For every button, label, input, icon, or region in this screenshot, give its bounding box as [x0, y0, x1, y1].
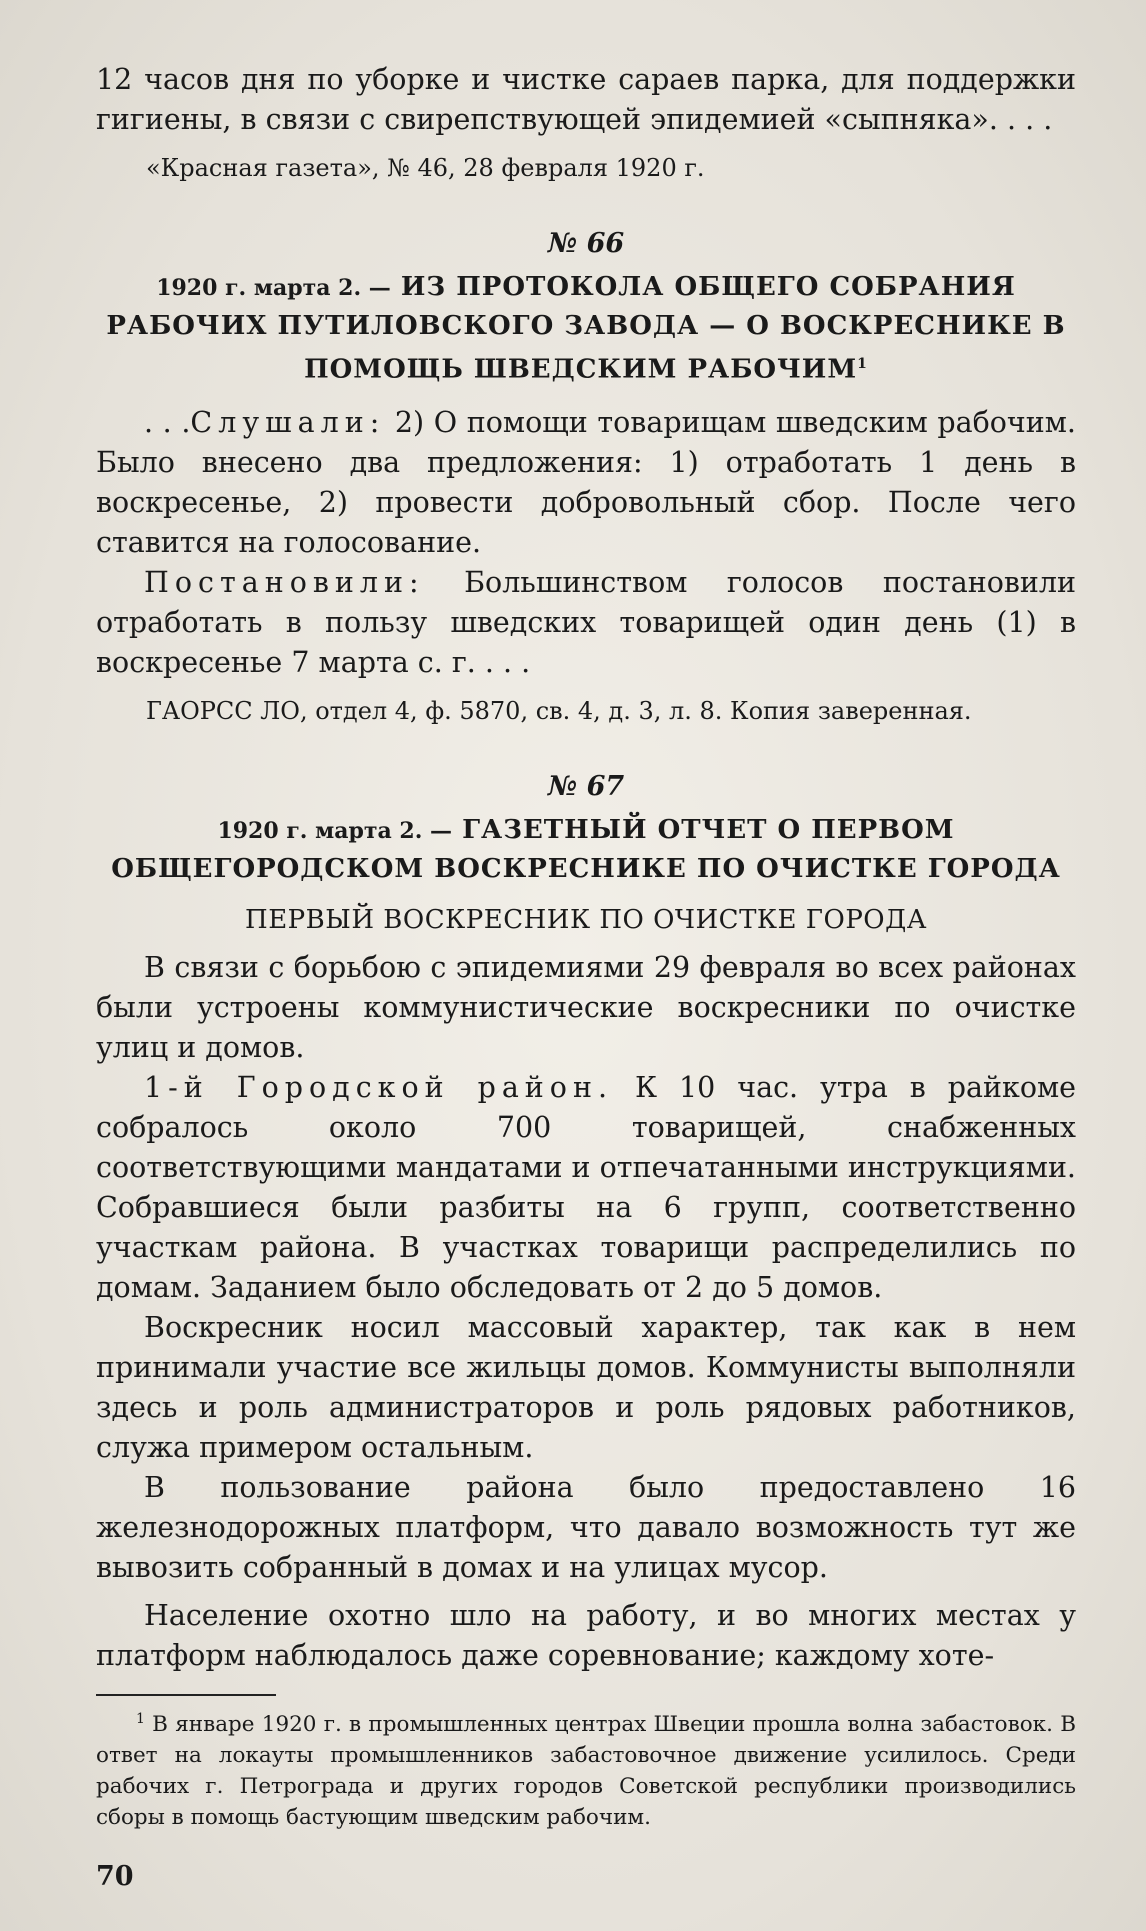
intro-source: «Красная газета», № 46, 28 февраля 1920 г. — [146, 154, 705, 182]
doc-67-paragraph-2-text: К 10 час. утра в райкоме собралось около 700 товарищей, снабженных соответствующими мандатами и отпечатанными инструкциями. Собравшиеся были разбиты на 6 групп, соответственно участкам района. В участках товарищи распределились по домам. Заданием было обследовать от 2 до 5 домов. — [96, 1070, 1077, 1304]
doc-66-heard-lead: . . . — [144, 405, 191, 439]
doc-66-resolved-text: Большинством голосов постановили отработать в пользу шведских товарищей один день (1) в воскресенье 7 марта с. г. . . . — [96, 565, 1076, 679]
page-number: 70 — [96, 1860, 134, 1892]
doc-67-paragraph-2 — [96, 1068, 1076, 1308]
doc-67-date: 1920 г. марта 2. — — [217, 817, 453, 844]
doc-66-heard-paragraph — [96, 403, 1076, 563]
doc-66-heading — [96, 268, 1076, 389]
doc-66-resolved-label: Постановили: — [144, 565, 425, 599]
doc-66-footnote-mark: 1 — [857, 356, 868, 372]
doc-67-title: ГАЗЕТНЫЙ ОТЧЕТ О ПЕРВОМ ОБЩЕГОРОДСКОМ ВОСКРЕСНИКЕ ПО ОЧИСТКЕ ГОРОДА — [111, 814, 1061, 884]
doc-66-number: № 66 — [547, 228, 625, 259]
doc-66-date: 1920 г. марта 2. — — [156, 275, 391, 301]
doc-67-heading — [96, 811, 1076, 888]
doc-66-source: ГАОРСС ЛО, отдел 4, ф. 5870, св. 4, д. 3, л. 8. Копия заверенная. — [146, 696, 972, 725]
doc-66-title: ИЗ ПРОТОКОЛА ОБЩЕГО СОБРАНИЯ РАБОЧИХ ПУТИЛОВСКОГО ЗАВОДА — О ВОСКРЕСНИКЕ В ПОМОЩЬ ШВЕДСКИМ РАБОЧИМ — [106, 272, 1066, 385]
doc-67-paragraph-5: Население охотно шло на работу, и во многих местах у платформ наблюдалось даже соревнование; каждому хоте- — [96, 1598, 1076, 1672]
doc-67-subtitle: ПЕРВЫЙ ВОСКРЕСНИК ПО ОЧИСТКЕ ГОРОДА — [245, 904, 927, 935]
footnote — [96, 1704, 1076, 1833]
footnote-mark: 1 — [136, 1710, 145, 1727]
doc-66-resolved-paragraph — [96, 563, 1076, 683]
doc-67-paragraph-1: В связи с борьбою с эпидемиями 29 февраля во всех районах были устроены коммунистические воскресники по очистке улиц и домов. — [96, 950, 1076, 1064]
doc-66-heard-label: Слушали: — [190, 405, 386, 439]
intro-paragraph: 12 часов дня по уборке и чистке сараев парка, для поддержки гигиены, в связи с свирепствующей эпидемией «сыпняка». . . . — [96, 63, 1076, 136]
footnote-text: В январе 1920 г. в промышленных центрах Швеции прошла волна забастовок. В ответ на локауты промышленников забастовочное движение усилилось. Среди рабочих г. Петрограда и других городов Советской республики производились сборы в помощь бастующим шведским рабочим. — [96, 1711, 1076, 1830]
footnote-divider — [96, 1694, 276, 1696]
doc-67-number: № 67 — [547, 770, 625, 802]
doc-67-paragraph-4: В пользование района было предоставлено 16 железнодорожных платформ, что давало возможность тут же вывозить собранный в домах и на улицах мусор. — [96, 1470, 1076, 1584]
doc-67-paragraph-3: Воскресник носил массовый характер, так как в нем принимали участие все жильцы домов. Коммунисты выполняли здесь и роль администраторов и роль рядовых работников, служа примером остальным. — [96, 1310, 1076, 1464]
doc-66-heard-text: 2) О помощи товарищам шведским рабочим. Было внесено два предложения: 1) отработать 1 день в воскресенье, 2) провести добровольный сбор. После чего ставится на голосование. — [96, 405, 1076, 559]
doc-67-district-label: 1-й Городской район. — [144, 1070, 614, 1104]
